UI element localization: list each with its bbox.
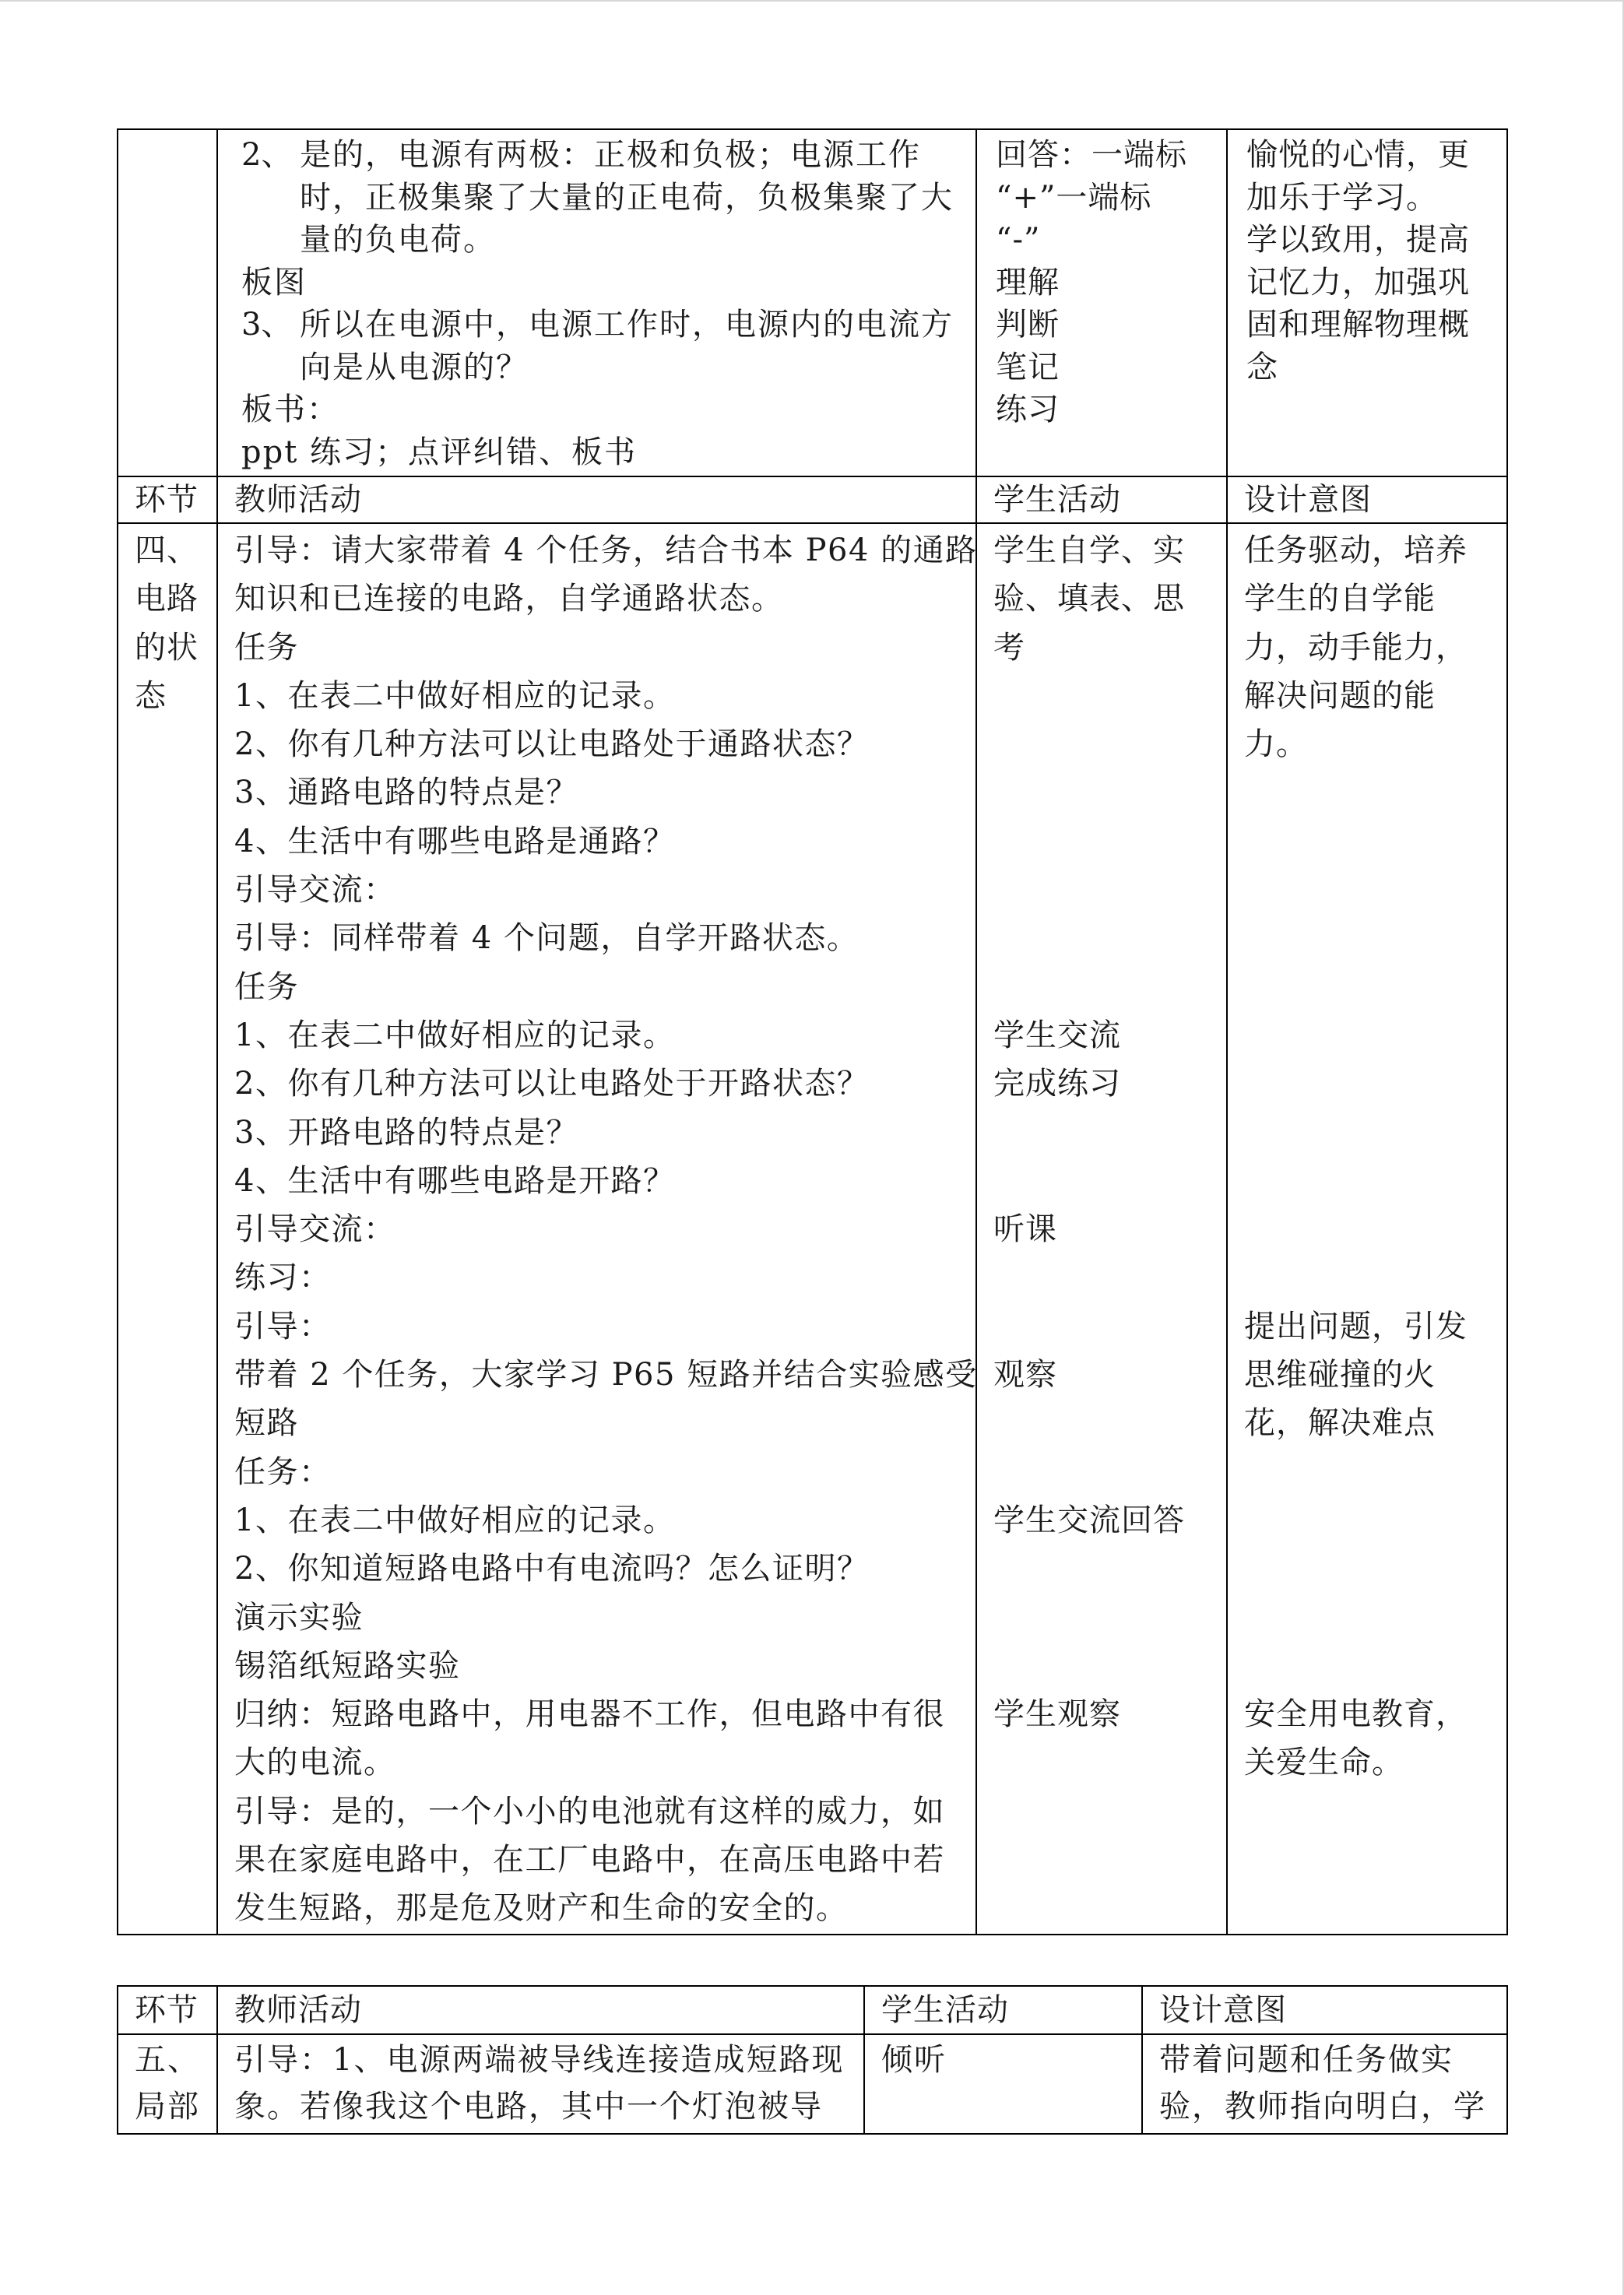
text-line: 象。若像我这个电路，其中一个灯泡被导 [234, 2089, 823, 2125]
column-header: 环节 [135, 482, 199, 518]
text-line: 3、开路电路的特点是？ [234, 1114, 578, 1151]
text-line: 花，解决难点 [1244, 1405, 1436, 1442]
header-teacher-cell [216, 476, 977, 524]
section4-student-cell [975, 522, 1228, 1935]
numbered-item-2 [241, 134, 975, 262]
column-header: 学生活动 [881, 1992, 1009, 2028]
text-line: 关爱生命。 [1244, 1745, 1404, 1781]
stage-label: 五、 [135, 2042, 200, 2078]
text-line: 果在家庭电路中，在工厂电路中，在高压电路中若 [234, 1842, 945, 1879]
spacer [993, 1545, 1226, 1690]
text-line: 验，教师指向明白，学 [1159, 2089, 1486, 2125]
text-line: 学生观察 [993, 1696, 1121, 1733]
text-line: 短路 [234, 1405, 299, 1442]
text-line: 学生交流 [993, 1017, 1121, 1053]
spacer [993, 1109, 1226, 1206]
item-number: 2、 [241, 137, 293, 173]
continued-intent-cell [1226, 128, 1508, 477]
text-line: 3、通路电路的特点是？ [234, 775, 578, 811]
text-line: 归纳：短路电路中，用电器不工作，但电路中有很 [234, 1696, 945, 1733]
text-line: 安全用电教育， [1244, 1696, 1468, 1733]
text-line: 引导： [234, 1308, 332, 1344]
text-line: 2、你有几种方法可以让电路处于开路状态？ [234, 1066, 870, 1102]
text-line: 带着问题和任务做实 [1159, 2042, 1454, 2078]
spacer [993, 1399, 1226, 1496]
continued-stage-cell [117, 128, 218, 477]
text-line: 任务 [234, 629, 299, 666]
text-line: 愉悦的心情，更 [1246, 137, 1470, 173]
text-line: 1、在表二中做好相应的记录。 [234, 677, 676, 714]
header-student-cell [975, 476, 1228, 524]
text-line: 锡箔纸短路实验 [234, 1647, 461, 1684]
stage-label: 电路 [135, 581, 199, 617]
text-line: 任务驱动，培养 [1244, 532, 1468, 568]
spacer [993, 672, 1226, 1011]
text-line: 观察 [993, 1357, 1057, 1394]
text-line: 任务： [234, 1453, 332, 1490]
text-line: 引导：1、电源两端被导线连接造成短路现 [234, 2042, 845, 2078]
header-teacher-cell [216, 1985, 865, 2035]
text-line: 1、在表二中做好相应的记录。 [234, 1502, 676, 1538]
text-line: 力，动手能力， [1244, 629, 1468, 666]
text-line: 任务 [234, 968, 299, 1005]
section5-stage-cell [117, 2033, 218, 2135]
text-line: 带着 2 个任务，大家学习 P65 短路并结合实验感受 [234, 1357, 978, 1394]
board-notes-label: 板书： [241, 392, 339, 427]
spacer [1244, 1448, 1506, 1691]
text-line: 4、生活中有哪些电路是通路？ [234, 823, 676, 859]
text-line: 1、在表二中做好相应的记录。 [234, 1017, 676, 1053]
text-line: 练习： [234, 1260, 332, 1296]
board-figure-label: 板图 [241, 264, 307, 300]
text-line: 学以致用，提高 [1246, 222, 1470, 258]
text-line: 是的，电源有两极：正极和负极；电源工作 [300, 137, 921, 173]
text-line: 听课 [993, 1211, 1057, 1248]
text-line: 2、你知道短路电路中有电流吗？怎么证明？ [234, 1551, 870, 1587]
text-line: 学生自学、实 [993, 532, 1185, 568]
item-number: 3、 [241, 307, 293, 343]
header-stage-cell [117, 1985, 218, 2035]
text-line: “-” [996, 222, 1041, 258]
text-line: 考 [993, 629, 1025, 666]
header-stage-cell [117, 476, 218, 524]
section5-teacher-cell [216, 2033, 865, 2135]
text-line: 时，正极集聚了大量的正电荷，负极集聚了大 [300, 179, 954, 216]
text-line: 验、填表、思 [993, 581, 1185, 617]
text-line: 学生交流回答 [993, 1502, 1185, 1538]
text-line: 引导：是的，一个小小的电池就有这样的威力，如 [234, 1793, 945, 1829]
text-line: 练习 [996, 392, 1060, 427]
text-line: 回答：一端标 [996, 137, 1187, 173]
text-line: 加乐于学习。 [1246, 179, 1438, 216]
text-line: 2、你有几种方法可以让电路处于通路状态？ [234, 726, 870, 763]
text-line: 解决问题的能 [1244, 677, 1436, 714]
text-line: 演示实验 [234, 1599, 364, 1636]
text-line: 4、生活中有哪些电路是开路？ [234, 1162, 676, 1199]
text-line: 念 [1246, 349, 1278, 385]
column-header: 环节 [135, 1992, 199, 2028]
spacer [993, 1253, 1226, 1351]
section4-teacher-cell [216, 522, 977, 1935]
numbered-item-3 [241, 304, 975, 388]
stage-label: 的状 [135, 629, 199, 666]
text-line: 判断 [996, 307, 1060, 343]
header-student-cell [863, 1985, 1143, 2035]
column-header: 教师活动 [234, 482, 362, 518]
header-intent-cell [1141, 1985, 1508, 2035]
text-line: 思维碰撞的火 [1244, 1357, 1436, 1394]
header-intent-cell [1226, 476, 1508, 524]
section4-stage-cell [117, 522, 218, 1935]
spacer [1244, 768, 1506, 1302]
stage-label: 四、 [135, 532, 199, 568]
text-line: 大的电流。 [234, 1745, 396, 1781]
column-header: 设计意图 [1244, 482, 1372, 518]
text-line: 所以在电源中，电源工作时，电源内的电流方 [300, 307, 954, 343]
stage-label: 局部 [135, 2089, 200, 2125]
section4-intent-cell [1226, 522, 1508, 1935]
continued-student-cell [975, 128, 1228, 477]
text-line: 量的负电荷。 [300, 222, 496, 258]
column-header: 设计意图 [1159, 1992, 1287, 2028]
text-line: 知识和已连接的电路，自学通路状态。 [234, 581, 784, 617]
text-line: 发生短路，那是危及财产和生命的安全的。 [234, 1890, 849, 1927]
section5-student-cell [863, 2033, 1143, 2135]
text-line: 提出问题，引发 [1244, 1308, 1468, 1344]
continued-teacher-cell [216, 128, 977, 477]
column-header: 学生活动 [993, 482, 1121, 518]
text-line: 引导交流： [234, 872, 396, 909]
text-line: 记忆力，加强巩 [1246, 264, 1470, 300]
text-line: “+”一端标 [996, 179, 1152, 216]
text-line: 理解 [996, 264, 1060, 300]
ppt-note: ppt 练习；点评纠错、板书 [241, 434, 637, 470]
text-line: 向是从电源的？ [300, 349, 529, 385]
text-line: 学生的自学能 [1244, 581, 1436, 617]
text-line: 笔记 [996, 349, 1060, 385]
text-line: 引导：请大家带着 4 个任务，结合书本 P64 的通路 [234, 532, 978, 568]
stage-label: 态 [135, 677, 167, 714]
text-line: 完成练习 [993, 1066, 1121, 1102]
column-header: 教师活动 [234, 1992, 362, 2028]
text-line: 倾听 [881, 2042, 947, 2078]
text-line: 固和理解物理概 [1246, 307, 1470, 343]
text-line: 引导交流： [234, 1211, 396, 1248]
text-line: 力。 [1244, 726, 1308, 763]
text-line: 引导：同样带着 4 个问题，自学开路状态。 [234, 920, 859, 957]
section5-intent-cell [1141, 2033, 1508, 2135]
